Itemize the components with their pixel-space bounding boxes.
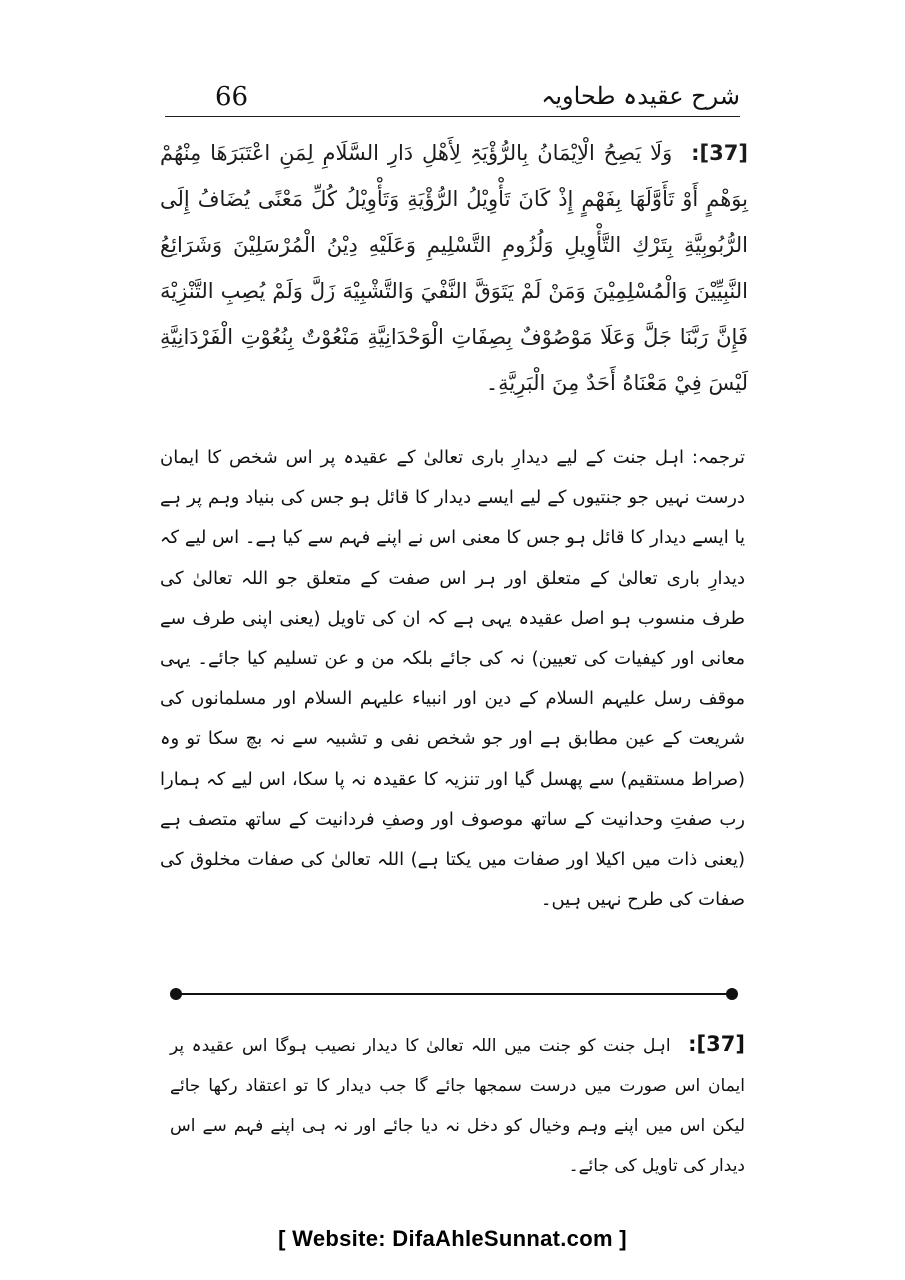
page-number: 66 — [215, 82, 249, 112]
arabic-reference-number: [37]: — [691, 141, 748, 165]
arabic-matn — [160, 130, 748, 406]
urdu-translation: ترجمہ: اہل جنت کے لیے دیدارِ باری تعالیٰ کے عقیدہ پر اس شخص کا ایمان درست نہیں جو جنتیوں کے لیے ایسے دیدار کا قائل ہو جس کی بنیاد وہم پر ہے یا ایسے دیدار کا قائل ہو جس کا معنی اس نے اپنے فہم سے کیا ہے۔ اس لیے کہ دیدارِ باری تعالیٰ کے متعلق اور ہر اس صفت کے متعلق جو اللہ تعالیٰ کی طرف منسوب ہو اصل عقیدہ یہی ہے کہ ان کی تاویل (یعنی اپنی طرف سے معانی اور کیفیات کی تعیین) نہ کی جائے بلکہ من و عن تسلیم کیا جائے۔ یہی موقف رسل علیہم السلام کے دین اور انبیاء علیہم السلام اور مسلمانوں کی شریعت کے عین مطابق ہے اور جو شخص نفی و تشبیہ سے نہ بچ سکا تو وہ (صراط مستقیم) سے پھسل گیا اور تنزیہ کا عقیدہ نہ پا سکا، اس لیے کہ ہمارا رب صفتِ وحدانیت کے ساتھ موصوف اور وصفِ فردانیت کے ساتھ متصف ہے (یعنی ذات میں اکیلا اور صفات میں یکتا ہے) اللہ تعالیٰ کی صفات مخلوق کی صفات کی طرح نہیں ہیں۔ — [160, 447, 745, 911]
footnote-reference-number: [37]: — [688, 1032, 745, 1056]
website-footer: [ Website: DifaAhleSunnat.com ] — [278, 1226, 627, 1251]
page-header — [165, 70, 740, 117]
section-divider — [170, 988, 738, 1000]
arabic-text: وَلَا یَصِحُ الْاِیْمَانُ بِالرُّؤْیَۃِ لِأَھْلِ دَارِ السَّلَامِ لِمَنِ اعْتَبَرَھَا مِنْھُمْ بِوَھْمٍ أَوْ تَأَوَّلَھَا بِفَھْمٍ إِذْ كَانَ تَأْوِيْلُ الرُّؤْيَةِ وَتَأْوِيْلُ كُلِّ مَعْنًى يُضَافُ إِلَى الرُّبُوبِيَّةِ بِتَرْكِ التَّأْوِيلِ وَلُزُومِ التَّسْلِيمِ وَعَلَيْهِ دِيْنُ الْمُرْسَلِيْنَ وَشَرَائِعُ النَّبِيِّيْنَ وَالْمُسْلِمِيْنَ وَمَنْ لَمْ يَتَوَقَّ النَّفْيَ وَالتَّشْبِيْهَ زَلَّ وَلَمْ يُصِبِ التَّنْزِيْهَ فَإِنَّ رَبَّنَا جَلَّ وَعَلَا مَوْصُوْفٌ بِصِفَاتِ الْوَحْدَانِيَّةِ مَنْعُوْتٌ بِنُعُوْتِ الْفَرْدَانِيَّةِ لَيْسَ فِيْ مَعْنَاهُ أَحَدٌ مِنَ الْبَرِيَّةِ۔ — [160, 141, 748, 395]
footnote-text: اہل جنت کو جنت میں اللہ تعالیٰ کا دیدار نصیب ہوگا اس عقیدہ پر ایمان اس صورت میں درست سمجھا جائے گا جب دیدار کا تو اعتقاد رکھا جائے لیکن اس میں اپنے وہم وخیال کو دخل نہ دیا جائے اور نہ ہی اپنے فہم سے اس دیدار کی تاویل کی جائے۔ — [170, 1036, 745, 1176]
divider-dot-right — [726, 988, 738, 1000]
divider-dot-left — [170, 988, 182, 1000]
book-title: شرح عقیدہ طحاویہ — [541, 82, 740, 110]
footnote — [170, 1024, 745, 1186]
divider-line — [176, 993, 732, 995]
